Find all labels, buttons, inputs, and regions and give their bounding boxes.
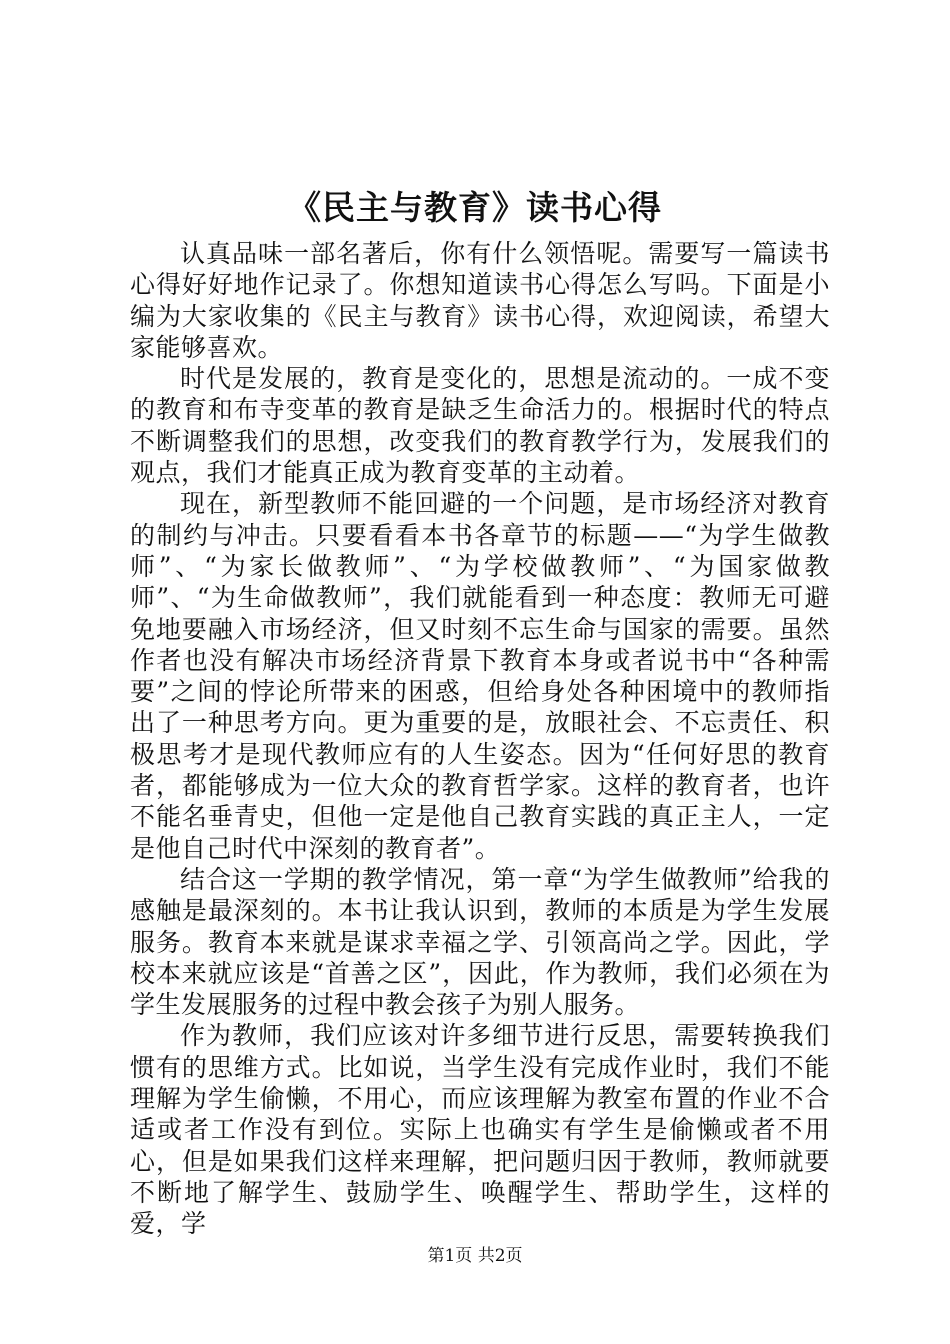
paragraph-5: 作为教师，我们应该对许多细节进行反思，需要转换我们惯有的思维方式。比如说，当学生没有完成作业时，我们不能理解为学生偷懒，不用心，而应该理解为教室布置的作业不合适或者工作没有到位。实际上也确实有学生是偷懒或者不用心，但是如果我们这样来理解，把问题归因于教师，教师就要不断地了解学生、鼓励学生、唤醒学生、帮助学生，这样的爱，学: [130, 1021, 830, 1239]
paragraph-3: 现在，新型教师不能回避的一个问题，是市场经济对教育的制约与冲击。只要看看本书各章节的标题——“为学生做教师”、“为家长做教师”、“为学校做教师”、“为国家做教师”、“为生命做教师”，我们就能看到一种态度：教师无可避免地要融入市场经济，但又时刻不忘生命与国家的需要。虽然作者也没有解决市场经济背景下教育本身或者说书中“各种需要”之间的悖论所带来的困惑，但给身处各种困境中的教师指出了一种思考方向。更为重要的是，放眼社会、不忘责任、积极思考才是现代教师应有的人生姿态。因为“任何好思的教育者，都能够成为一位大众的教育哲学家。这样的教育者，也许不能名垂青史，但他一定是他自己教育实践的真正主人，一定是他自己时代中深刻的教育者”。: [130, 489, 830, 863]
page-number-footer: 第1页 共2页: [427, 1246, 523, 1266]
paragraph-1: 认真品味一部名著后，你有什么领悟呢。需要写一篇读书心得好好地作记录了。你想知道读书心得怎么写吗。下面是小编为大家收集的《民主与教育》读书心得，欢迎阅读，希望大家能够喜欢。: [130, 239, 830, 362]
document-body: [130, 238, 830, 1240]
paragraph-2: 时代是发展的，教育是变化的，思想是流动的。一成不变的教育和布寺变革的教育是缺乏生命活力的。根据时代的特点不断调整我们的思想，改变我们的教育教学行为，发展我们的观点，我们才能真正成为教育变革的主动着。: [130, 364, 830, 488]
document-title: 《民主与教育》读书心得: [288, 188, 662, 227]
paragraph-4: 结合这一学期的教学情况，第一章“为学生做教师”给我的感触是最深刻的。本书让我认识到，教师的本质是为学生发展服务。教育本来就是谋求幸福之学、引领高尚之学。因此，学校本来就应该是“首善之区”，因此，作为教师，我们必须在为学生发展服务的过程中教会孩子为别人服务。: [130, 864, 830, 1020]
